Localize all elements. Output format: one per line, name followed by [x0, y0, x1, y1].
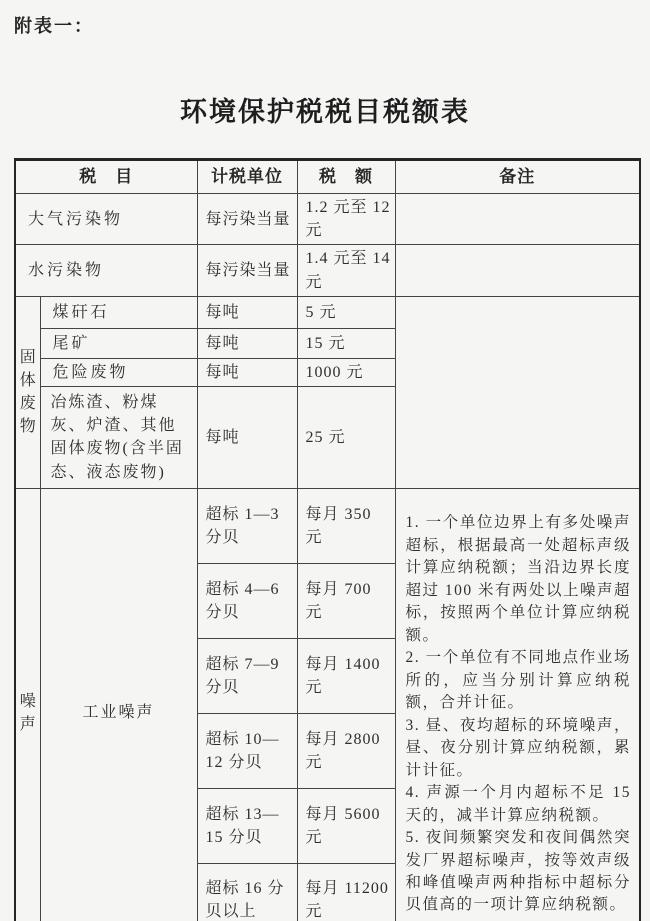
amount-cell: 25 元 — [297, 386, 395, 488]
item-hazardous-waste: 危险废物 — [40, 358, 197, 386]
amount-cell: 5 元 — [297, 296, 395, 328]
amount-cell: 每月 700 元 — [297, 563, 395, 638]
notes-cell — [395, 488, 640, 921]
table-row — [15, 245, 640, 296]
table-header-row — [15, 160, 640, 194]
note-1: 1. 一个单位边界上有多处噪声超标，根据最高一处超标声级计算应纳税额；当沿边界长度超过 100 米有两处以上噪声超标，按照两个单位计算应纳税额。 — [405, 514, 632, 644]
amount-cell: 15 元 — [297, 328, 395, 358]
range-cell: 超标 10—12 分贝 — [197, 713, 297, 788]
amount-cell: 1000 元 — [297, 358, 395, 386]
tax-rate-table — [14, 158, 641, 921]
header-note: 备注 — [395, 160, 640, 194]
subgroup-industrial-noise: 工业噪声 — [40, 488, 197, 921]
range-cell: 超标 7—9 分贝 — [197, 638, 297, 713]
header-tax-unit: 计税单位 — [197, 160, 297, 194]
item-smelting-slag: 冶炼渣、粉煤灰、炉渣、其他固体废物(含半固态、液态废物) — [40, 386, 197, 488]
note-5: 5. 夜间频繁突发和夜间偶然突发厂界超标噪声，按等效声级和峰值噪声两种指标中超标分贝值高的一项计算应纳税额。 — [405, 829, 631, 914]
page-title: 环境保护税税目税额表 — [180, 97, 470, 127]
amount-cell: 每月 5600 元 — [297, 788, 395, 863]
item-water-pollutants: 水污染物 — [15, 245, 197, 296]
header-tax-item: 税 目 — [15, 160, 197, 194]
unit-cell: 每吨 — [197, 386, 297, 488]
amount-cell: 1.2 元至 12 元 — [297, 194, 395, 245]
amount-cell: 每月 2800 元 — [297, 713, 395, 788]
range-cell: 超标 16 分贝以上 — [197, 863, 297, 921]
group-solid-waste: 固体废物 — [15, 296, 40, 488]
amount-cell: 每月 350 元 — [297, 488, 395, 563]
item-air-pollutants: 大气污染物 — [15, 194, 197, 245]
note-cell-empty — [395, 245, 640, 296]
group-noise: 噪声 — [15, 488, 40, 921]
amount-cell: 1.4 元至 14 元 — [297, 245, 395, 296]
item-coal-gangue: 煤矸石 — [40, 296, 197, 328]
unit-cell: 每吨 — [197, 358, 297, 386]
unit-cell: 每吨 — [197, 296, 297, 328]
table-row — [15, 194, 640, 245]
item-tailings: 尾矿 — [40, 328, 197, 358]
note-cell-empty — [395, 194, 640, 245]
note-3: 3. 昼、夜均超标的环境噪声，昼、夜分别计算应纳税额，累计计征。 — [405, 716, 631, 779]
unit-cell: 每污染当量 — [197, 245, 297, 296]
table-row — [15, 296, 640, 328]
range-cell: 超标 4—6 分贝 — [197, 563, 297, 638]
amount-cell: 每月 1400 元 — [297, 638, 395, 713]
note-2: 2. 一个单位有不同地点作业场所的，应当分别计算应纳税额，合并计征。 — [405, 649, 631, 712]
range-cell: 超标 1—3 分贝 — [197, 488, 297, 563]
note-cell-empty — [395, 296, 640, 488]
note-4: 4. 声源一个月内超标不足 15 天的，减半计算应纳税额。 — [405, 784, 631, 824]
amount-cell: 每月 11200 元 — [297, 863, 395, 921]
table-row — [15, 488, 640, 563]
header-tax-amount: 税 额 — [297, 160, 395, 194]
unit-cell: 每污染当量 — [197, 194, 297, 245]
appendix-label: 附表一： — [14, 16, 94, 36]
range-cell: 超标 13—15 分贝 — [197, 788, 297, 863]
unit-cell: 每吨 — [197, 328, 297, 358]
